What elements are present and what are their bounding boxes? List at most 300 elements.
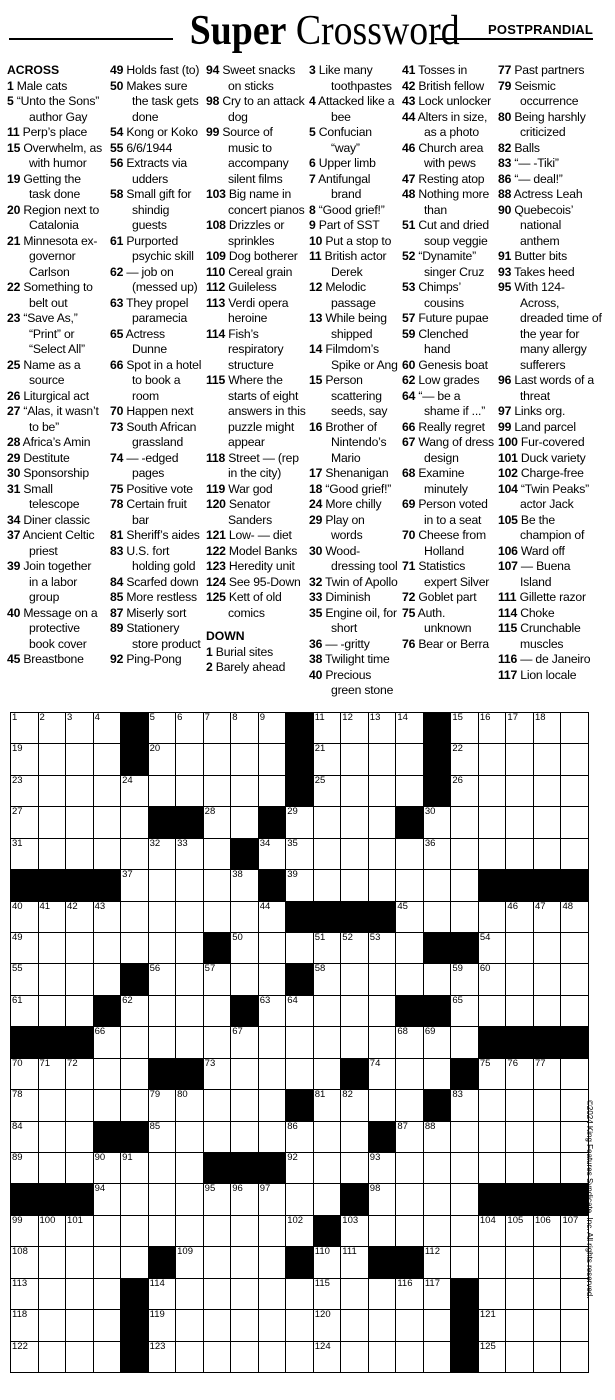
grid-cell[interactable] [560,995,589,1027]
down-clue[interactable] [498,513,602,544]
across-clue[interactable] [110,575,202,591]
grid-cell[interactable] [340,995,369,1027]
grid-cell[interactable] [395,775,424,807]
grid-cell[interactable] [93,1026,122,1058]
across-clue[interactable] [206,218,306,249]
grid-cell[interactable] [285,1026,314,1058]
grid-cell[interactable] [120,775,149,807]
grid-cell[interactable] [65,806,94,838]
grid-cell[interactable] [203,806,232,838]
down-clue[interactable] [402,497,495,528]
down-clue[interactable] [309,311,399,342]
grid-cell[interactable] [450,1246,479,1278]
down-clue[interactable] [309,606,399,637]
grid-cell[interactable] [533,1058,562,1090]
grid-cell[interactable] [230,743,259,775]
grid-cell[interactable] [148,1278,177,1310]
grid-cell[interactable] [258,712,287,744]
grid-cell[interactable] [505,775,534,807]
grid-cell[interactable] [368,1058,397,1090]
grid-cell[interactable] [93,806,122,838]
across-clue[interactable] [206,280,306,296]
across-clue[interactable] [7,203,102,234]
grid-cell[interactable] [93,743,122,775]
grid-cell[interactable] [203,1089,232,1121]
grid-cell[interactable] [175,901,204,933]
grid-cell[interactable] [505,1121,534,1153]
grid-cell[interactable] [38,1121,67,1153]
grid-cell[interactable] [175,775,204,807]
grid-cell[interactable] [505,1309,534,1341]
grid-cell[interactable] [38,1152,67,1184]
down-clue[interactable] [309,218,399,234]
across-clue[interactable] [110,296,202,327]
down-clue[interactable] [498,373,602,404]
grid-cell[interactable] [478,1278,507,1310]
grid-cell[interactable] [340,806,369,838]
grid-cell[interactable] [478,806,507,838]
grid-cell[interactable] [120,1026,149,1058]
grid-cell[interactable] [395,743,424,775]
grid-cell[interactable] [478,932,507,964]
grid-cell[interactable] [478,743,507,775]
grid-cell[interactable] [478,1058,507,1090]
grid-cell[interactable] [340,1246,369,1278]
down-clue[interactable] [309,590,399,606]
down-clue[interactable] [309,249,399,280]
down-clue[interactable] [309,637,399,653]
grid-cell[interactable] [340,1026,369,1058]
grid-cell[interactable] [505,995,534,1027]
grid-cell[interactable] [478,901,507,933]
grid-cell[interactable] [258,995,287,1027]
grid-cell[interactable] [203,1058,232,1090]
down-clue[interactable] [498,110,602,141]
grid-cell[interactable] [175,963,204,995]
grid-cell[interactable] [203,869,232,901]
grid-cell[interactable] [450,838,479,870]
across-clue[interactable] [206,590,306,621]
grid-cell[interactable] [10,932,39,964]
across-clue[interactable] [110,497,202,528]
grid-cell[interactable] [148,932,177,964]
down-clue[interactable] [498,652,602,668]
grid-cell[interactable] [533,1309,562,1341]
grid-cell[interactable] [505,963,534,995]
grid-cell[interactable] [230,1215,259,1247]
grid-cell[interactable] [423,1121,452,1153]
across-clue[interactable] [110,621,202,652]
grid-cell[interactable] [313,1246,342,1278]
grid-cell[interactable] [38,838,67,870]
across-clue[interactable] [7,125,102,141]
grid-cell[interactable] [450,712,479,744]
grid-cell[interactable] [148,869,177,901]
grid-cell[interactable] [533,806,562,838]
across-clue[interactable] [206,373,306,451]
grid-cell[interactable] [148,1121,177,1153]
down-clue[interactable] [309,513,399,544]
grid-cell[interactable] [478,775,507,807]
grid-cell[interactable] [93,838,122,870]
across-clue[interactable] [110,156,202,187]
grid-cell[interactable] [313,775,342,807]
down-clue[interactable] [498,280,602,373]
grid-cell[interactable] [505,838,534,870]
grid-cell[interactable] [533,775,562,807]
grid-cell[interactable] [258,1278,287,1310]
across-clue[interactable] [110,606,202,622]
grid-cell[interactable] [533,995,562,1027]
grid-cell[interactable] [313,1309,342,1341]
grid-cell[interactable] [93,1183,122,1215]
grid-cell[interactable] [285,1278,314,1310]
grid-cell[interactable] [65,743,94,775]
grid-cell[interactable] [93,1058,122,1090]
grid-cell[interactable] [505,743,534,775]
grid-cell[interactable] [93,1278,122,1310]
down-clue[interactable] [498,466,602,482]
grid-cell[interactable] [533,838,562,870]
across-clue[interactable] [110,420,202,451]
grid-cell[interactable] [10,1058,39,1090]
across-clue[interactable] [206,482,306,498]
grid-cell[interactable] [285,1183,314,1215]
grid-cell[interactable] [175,1152,204,1184]
across-clue[interactable] [110,125,202,141]
grid-cell[interactable] [285,1121,314,1153]
grid-cell[interactable] [423,1341,452,1373]
grid-cell[interactable] [560,838,589,870]
grid-cell[interactable] [285,806,314,838]
down-clue[interactable] [402,559,495,590]
grid-cell[interactable] [258,1215,287,1247]
grid-cell[interactable] [368,1152,397,1184]
grid-cell[interactable] [533,743,562,775]
down-clue[interactable] [498,187,602,203]
grid-cell[interactable] [175,1246,204,1278]
grid-cell[interactable] [395,1309,424,1341]
across-clue[interactable] [110,141,202,157]
grid-cell[interactable] [65,901,94,933]
grid-cell[interactable] [340,1152,369,1184]
grid-cell[interactable] [65,1309,94,1341]
grid-cell[interactable] [533,1215,562,1247]
grid-cell[interactable] [10,806,39,838]
grid-cell[interactable] [65,1121,94,1153]
grid-cell[interactable] [533,712,562,744]
grid-cell[interactable] [285,838,314,870]
grid-cell[interactable] [203,1121,232,1153]
across-clue[interactable] [7,513,102,529]
grid-cell[interactable] [203,1309,232,1341]
grid-cell[interactable] [478,838,507,870]
grid-cell[interactable] [175,838,204,870]
grid-cell[interactable] [203,901,232,933]
grid-cell[interactable] [450,869,479,901]
grid-cell[interactable] [450,743,479,775]
grid-cell[interactable] [395,712,424,744]
grid-cell[interactable] [395,1278,424,1310]
grid-cell[interactable] [395,1341,424,1373]
grid-cell[interactable] [120,1215,149,1247]
across-clue[interactable] [206,63,306,94]
grid-cell[interactable] [560,901,589,933]
grid-cell[interactable] [38,901,67,933]
grid-cell[interactable] [395,1152,424,1184]
grid-cell[interactable] [395,1121,424,1153]
grid-cell[interactable] [450,901,479,933]
grid-cell[interactable] [368,1026,397,1058]
grid-cell[interactable] [148,1089,177,1121]
down-clue[interactable] [498,265,602,281]
down-clue[interactable] [402,172,495,188]
grid-cell[interactable] [478,1309,507,1341]
across-clue[interactable] [7,559,102,606]
down-clue[interactable] [402,466,495,497]
down-clue[interactable] [402,590,495,606]
grid-cell[interactable] [38,743,67,775]
grid-cell[interactable] [230,963,259,995]
grid-cell[interactable] [258,838,287,870]
grid-cell[interactable] [285,1215,314,1247]
grid-cell[interactable] [313,963,342,995]
grid-cell[interactable] [93,1246,122,1278]
grid-cell[interactable] [533,932,562,964]
down-clue[interactable] [206,660,306,676]
grid-cell[interactable] [175,1278,204,1310]
across-clue[interactable] [7,280,102,311]
down-clue[interactable] [309,420,399,467]
grid-cell[interactable] [533,1278,562,1310]
grid-cell[interactable] [230,869,259,901]
down-clue[interactable] [498,590,602,606]
grid-cell[interactable] [65,1341,94,1373]
grid-cell[interactable] [533,1246,562,1278]
across-clue[interactable] [206,265,306,281]
grid-cell[interactable] [423,1215,452,1247]
across-clue[interactable] [206,327,306,374]
grid-cell[interactable] [478,1246,507,1278]
across-clue[interactable] [206,559,306,575]
across-clue[interactable] [7,404,102,435]
grid-cell[interactable] [533,963,562,995]
grid-cell[interactable] [230,1246,259,1278]
grid-cell[interactable] [65,1058,94,1090]
grid-cell[interactable] [258,1026,287,1058]
grid-cell[interactable] [148,743,177,775]
grid-cell[interactable] [203,995,232,1027]
down-clue[interactable] [309,544,399,575]
down-clue[interactable] [309,63,399,94]
grid-cell[interactable] [10,838,39,870]
grid-cell[interactable] [203,963,232,995]
grid-cell[interactable] [148,1026,177,1058]
grid-cell[interactable] [175,1183,204,1215]
grid-cell[interactable] [560,712,589,744]
across-clue[interactable] [110,528,202,544]
grid-cell[interactable] [285,869,314,901]
grid-cell[interactable] [258,1089,287,1121]
grid-cell[interactable] [65,1152,94,1184]
grid-cell[interactable] [450,775,479,807]
down-clue[interactable] [402,420,495,436]
down-clue[interactable] [402,358,495,374]
across-clue[interactable] [7,451,102,467]
across-clue[interactable] [110,482,202,498]
grid-cell[interactable] [258,1309,287,1341]
grid-cell[interactable] [395,932,424,964]
grid-cell[interactable] [120,1058,149,1090]
grid-cell[interactable] [120,838,149,870]
grid-cell[interactable] [93,1215,122,1247]
across-clue[interactable] [7,311,102,358]
grid-cell[interactable] [340,869,369,901]
across-clue[interactable] [206,528,306,544]
across-clue[interactable] [110,265,202,296]
grid-cell[interactable] [368,1215,397,1247]
grid-cell[interactable] [450,1183,479,1215]
grid-cell[interactable] [560,932,589,964]
grid-cell[interactable] [313,1152,342,1184]
grid-cell[interactable] [258,775,287,807]
grid-cell[interactable] [38,1246,67,1278]
grid-cell[interactable] [175,932,204,964]
down-clue[interactable] [498,420,602,436]
down-clue[interactable] [402,110,495,141]
down-clue[interactable] [309,125,399,156]
grid-cell[interactable] [203,1215,232,1247]
grid-cell[interactable] [65,712,94,744]
down-clue[interactable] [309,342,399,373]
across-clue[interactable] [110,63,202,79]
grid-cell[interactable] [368,1278,397,1310]
down-clue[interactable] [498,606,602,622]
grid-cell[interactable] [175,1089,204,1121]
grid-cell[interactable] [93,932,122,964]
grid-cell[interactable] [258,1246,287,1278]
grid-cell[interactable] [450,963,479,995]
across-clue[interactable] [206,497,306,528]
down-clue[interactable] [402,187,495,218]
grid-cell[interactable] [313,995,342,1027]
grid-cell[interactable] [175,1309,204,1341]
grid-cell[interactable] [148,1309,177,1341]
across-clue[interactable] [7,79,102,95]
grid-cell[interactable] [505,806,534,838]
grid-cell[interactable] [313,1278,342,1310]
grid-cell[interactable] [285,1309,314,1341]
down-clue[interactable] [309,172,399,203]
down-clue[interactable] [309,482,399,498]
grid-cell[interactable] [560,743,589,775]
across-clue[interactable] [7,389,102,405]
grid-cell[interactable] [175,712,204,744]
grid-cell[interactable] [258,1183,287,1215]
grid-cell[interactable] [340,712,369,744]
grid-cell[interactable] [120,806,149,838]
grid-cell[interactable] [423,963,452,995]
grid-cell[interactable] [258,901,287,933]
grid-cell[interactable] [285,932,314,964]
grid-cell[interactable] [423,1026,452,1058]
grid-cell[interactable] [505,1341,534,1373]
down-clue[interactable] [498,203,602,250]
down-clue[interactable] [498,621,602,652]
grid-cell[interactable] [38,806,67,838]
grid-cell[interactable] [203,712,232,744]
grid-cell[interactable] [148,712,177,744]
grid-cell[interactable] [368,932,397,964]
down-clue[interactable] [498,172,602,188]
across-clue[interactable] [7,234,102,281]
grid-cell[interactable] [505,1215,534,1247]
grid-cell[interactable] [313,1341,342,1373]
grid-cell[interactable] [505,1152,534,1184]
grid-cell[interactable] [423,1183,452,1215]
grid-cell[interactable] [313,1183,342,1215]
grid-cell[interactable] [258,932,287,964]
grid-cell[interactable] [148,1152,177,1184]
grid-cell[interactable] [38,1278,67,1310]
grid-cell[interactable] [368,869,397,901]
down-clue[interactable] [498,544,602,560]
grid-cell[interactable] [395,963,424,995]
down-clue[interactable] [309,156,399,172]
grid-cell[interactable] [10,1341,39,1373]
across-clue[interactable] [206,451,306,482]
grid-cell[interactable] [505,1089,534,1121]
grid-cell[interactable] [203,743,232,775]
grid-cell[interactable] [533,1341,562,1373]
grid-cell[interactable] [230,1309,259,1341]
across-clue[interactable] [110,451,202,482]
across-clue[interactable] [206,296,306,327]
down-clue[interactable] [402,637,495,653]
across-clue[interactable] [7,172,102,203]
grid-cell[interactable] [533,901,562,933]
across-clue[interactable] [110,404,202,420]
grid-cell[interactable] [423,901,452,933]
grid-cell[interactable] [230,1278,259,1310]
grid-cell[interactable] [175,1341,204,1373]
grid-cell[interactable] [93,1152,122,1184]
grid-cell[interactable] [175,743,204,775]
grid-cell[interactable] [148,1183,177,1215]
down-clue[interactable] [498,482,602,513]
grid-cell[interactable] [38,1309,67,1341]
grid-cell[interactable] [450,1152,479,1184]
grid-cell[interactable] [65,838,94,870]
grid-cell[interactable] [368,1341,397,1373]
grid-cell[interactable] [65,1215,94,1247]
down-clue[interactable] [309,94,399,125]
down-clue[interactable] [402,280,495,311]
grid-cell[interactable] [120,1089,149,1121]
grid-cell[interactable] [10,1121,39,1153]
grid-cell[interactable] [313,932,342,964]
grid-cell[interactable] [395,1026,424,1058]
across-clue[interactable] [206,544,306,560]
grid-cell[interactable] [203,1026,232,1058]
grid-cell[interactable] [478,1089,507,1121]
grid-cell[interactable] [450,806,479,838]
down-clue[interactable] [498,156,602,172]
across-clue[interactable] [7,606,102,653]
down-clue[interactable] [402,389,495,420]
down-clue[interactable] [309,652,399,668]
down-clue[interactable] [402,79,495,95]
